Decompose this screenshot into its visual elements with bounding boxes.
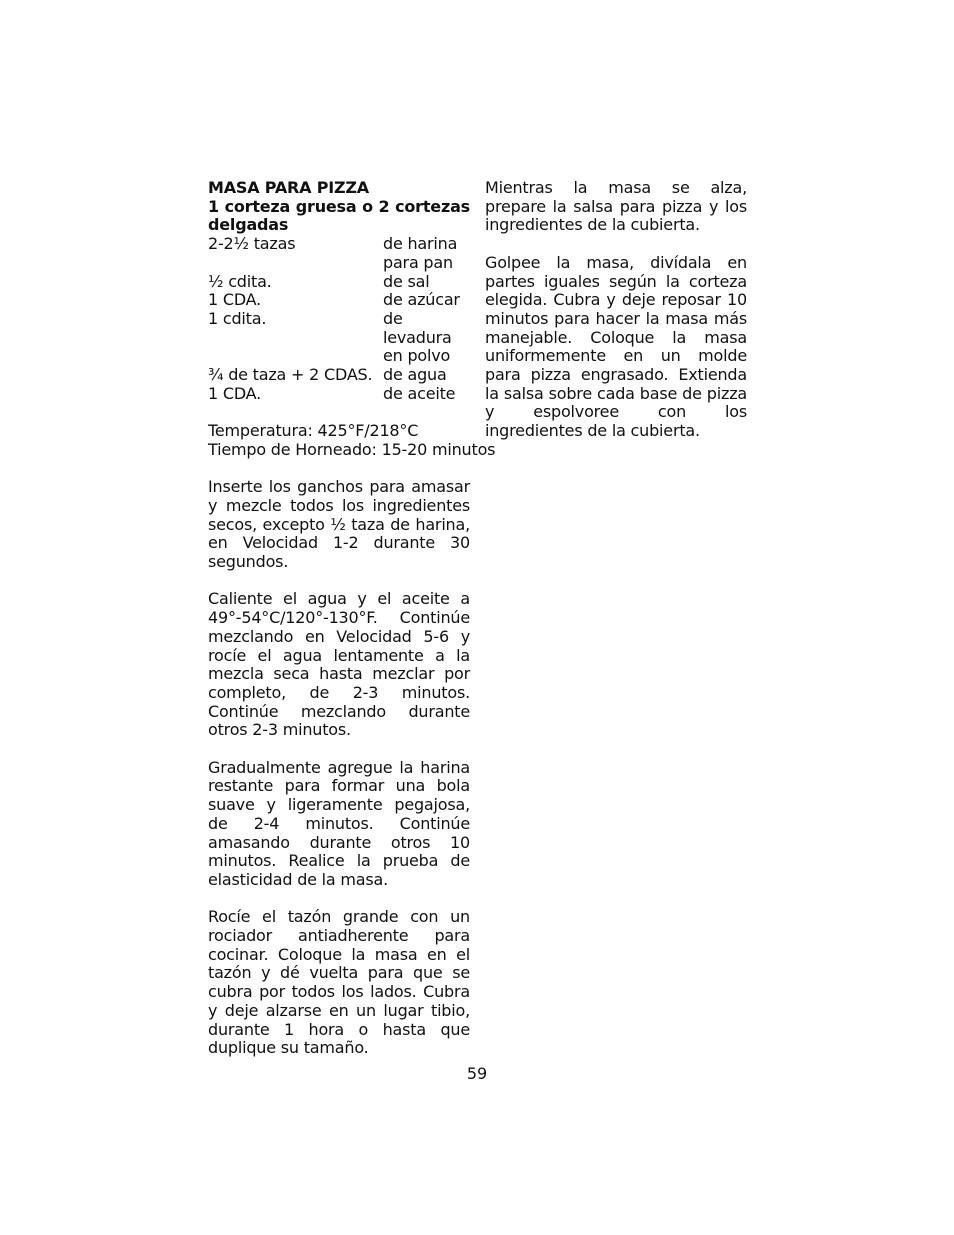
ingredient-description: de aceite (383, 383, 456, 403)
recipe-yield: 1 corteza gruesa o 2 cortezas delgadas (208, 196, 470, 235)
ingredient-quantity: 1 CDA. (208, 290, 262, 310)
ingredient-quantity: 1 cdita. (208, 308, 267, 328)
ingredient-quantity: 2-2½ tazas (208, 234, 296, 254)
ingredient-list (208, 235, 470, 403)
page-number: 59 (466, 1064, 488, 1083)
ingredient-row (208, 385, 470, 404)
ingredient-row (208, 291, 470, 310)
ingredient-row (208, 366, 470, 385)
step-paragraph: Golpee la masa, divídala en partes iguales según la corteza elegida. Cubra y deje reposar 10 minutos para hacer la masa más manejable. Coloque la masa uniformemente en un molde para pizza engrasado. Extienda la salsa sobre cada base de pizza y espolvoree con los ingredientes de la cubierta. (485, 252, 747, 441)
recipe-title: MASA PARA PIZZA (208, 178, 369, 197)
step-paragraph: Mientras la masa se alza, prepare la salsa para pizza y los ingredientes de la cubierta. (485, 178, 747, 235)
ingredient-description: de harina para pan (383, 234, 458, 272)
ingredient-quantity: ¾ de taza + 2 CDAS. (208, 365, 373, 385)
ingredient-row (208, 235, 470, 272)
bake-time: Tiempo de Horneado: 15-20 minutos (208, 439, 496, 459)
ingredient-description: de levadura en polvo (383, 308, 452, 366)
temperature: Temperatura: 425°F/218°C (208, 421, 419, 441)
step-paragraph: Caliente el agua y el aceite a 49°-54°C/120°-130°F. Continúe mezclando en Velocidad 5-6 y rocíe el agua lentamente a la mezcla seca hasta mezclar por completo, de 2-3 minutos. Continúe mezclando durante otros 2-3 minutos. (208, 589, 470, 740)
step-paragraph: Inserte los ganchos para amasar y mezcle todos los ingredientes secos, excepto ½ taza de harina, en Velocidad 1-2 durante 30 segundos. (208, 477, 470, 572)
step-paragraph: Gradualmente agregue la harina restante para formar una bola suave y ligeramente pegajosa, de 2-4 minutos. Continúe amasando durante otros 10 minutos. Realice la prueba de elasticidad de la masa. (208, 757, 470, 889)
step-paragraph: Rocíe el tazón grande con un rociador antiadherente para cocinar. Coloque la masa en el tazón y dé vuelta para que se cubra por todos los lados. Cubra y deje alzarse en un lugar tibio, durante 1 hora o hasta que duplique su tamaño. (208, 907, 470, 1058)
ingredient-description: de agua (383, 365, 447, 385)
ingredient-quantity: 1 CDA. (208, 383, 262, 403)
left-column (208, 178, 496, 1058)
ingredient-description: de sal (383, 271, 430, 291)
ingredient-row (208, 310, 470, 366)
ingredient-row (208, 273, 470, 292)
ingredient-description: de azúcar (383, 290, 460, 310)
right-column (485, 179, 747, 441)
ingredient-quantity: ½ cdita. (208, 271, 272, 291)
